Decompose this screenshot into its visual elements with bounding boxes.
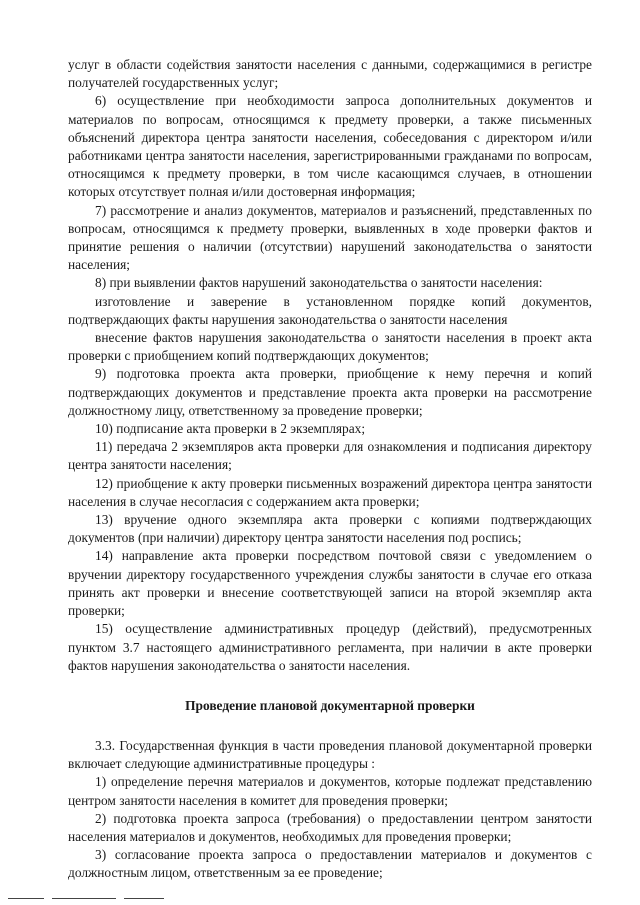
paragraph: внесение фактов нарушения законодательства о занятости населения в проект акта проверки с приобщением копий подтверждающих документов;: [68, 330, 592, 364]
divider: [52, 898, 116, 899]
paragraph: 2) подготовка проекта запроса (требования) о предоставлении центром занятости населения материалов и документов, необходимых для проведения проверки;: [68, 810, 592, 844]
section-heading: Проведение плановой документарной проверки: [185, 697, 475, 713]
paragraph: 8) при выявлении фактов нарушений законодательства о занятости населения:: [95, 275, 543, 291]
paragraph: 3.3. Государственная функция в части проведения плановой документарной проверки включает следующие административные процедуры :: [68, 737, 592, 772]
paragraph: 1) определение перечня материалов и документов, которые подлежат представлению центром занятости населения в комитет для проведения проверки;: [68, 774, 592, 808]
divider: [8, 898, 44, 899]
paragraph: 6) осуществление при необходимости запроса дополнительных документов и материалов по вопросам, относящимся к предмету проверки, а также письменных объяснений директора центра занятости населения, собеседования с директором и/или работниками центра занятости населения, зарегистрированными гражданами по вопросам, относящимся к предмету проверки, в том числе касающимся случаев, в отношении которых отсутствует полная и/или достоверная информация;: [68, 93, 592, 200]
paragraph: 12) приобщение к акту проверки письменных возражений директора центра занятости населения в случае несогласия с содержанием акта проверки;: [68, 475, 592, 509]
paragraph: изготовление и заверение в установленном порядке копий документов, подтверждающих факты нарушения законодательства о занятости населения: [68, 293, 592, 327]
paragraph: 10) подписание акта проверки в 2 экземплярах;: [95, 421, 366, 437]
paragraph: 14) направление акта проверки посредством почтовой связи с уведомлением о вручении директору государственного учреждения службы занятости в случае его отказа принять акт проверки и внесение соответствующей записи на второй экземпляр акта проверки;: [68, 548, 592, 619]
paragraph: 15) осуществление административных процедур (действий), предусмотренных пунктом 3.7 настоящего административного регламента, при наличии в акте проверки фактов нарушения законодательства о занятости населения.: [68, 621, 592, 673]
paragraph: 7) рассмотрение и анализ документов, материалов и разъяснений, представленных по вопросам, относящимся к предмету проверки, выявленных в ходе проверки фактов и принятие решения о наличии (отсутствии) нарушений законодательства о занятости населения;: [68, 202, 592, 273]
paragraph: 13) вручение одного экземпляра акта проверки с копиями подтверждающих документов (при наличии) директору центра занятости населения под роспись;: [68, 512, 592, 546]
paragraph: услуг в области содействия занятости населения с данными, содержащимися в регистре получателей государственных услуг;: [68, 57, 592, 91]
paragraph: 3) согласование проекта запроса о предоставлении материалов и документов с должностным лицом, ответственным за ее проведение;: [68, 847, 592, 881]
scan-edge-marks: [8, 898, 164, 899]
divider: [124, 898, 164, 899]
paragraph: 9) подготовка проекта акта проверки, приобщение к нему перечня и копий подтверждающих документов и представление проекта акта проверки на рассмотрение должностному лицу, ответственному за проведение проверки;: [68, 366, 592, 418]
paragraph: 11) передача 2 экземпляров акта проверки для ознакомления и подписания директору центра занятости населения;: [68, 439, 592, 473]
